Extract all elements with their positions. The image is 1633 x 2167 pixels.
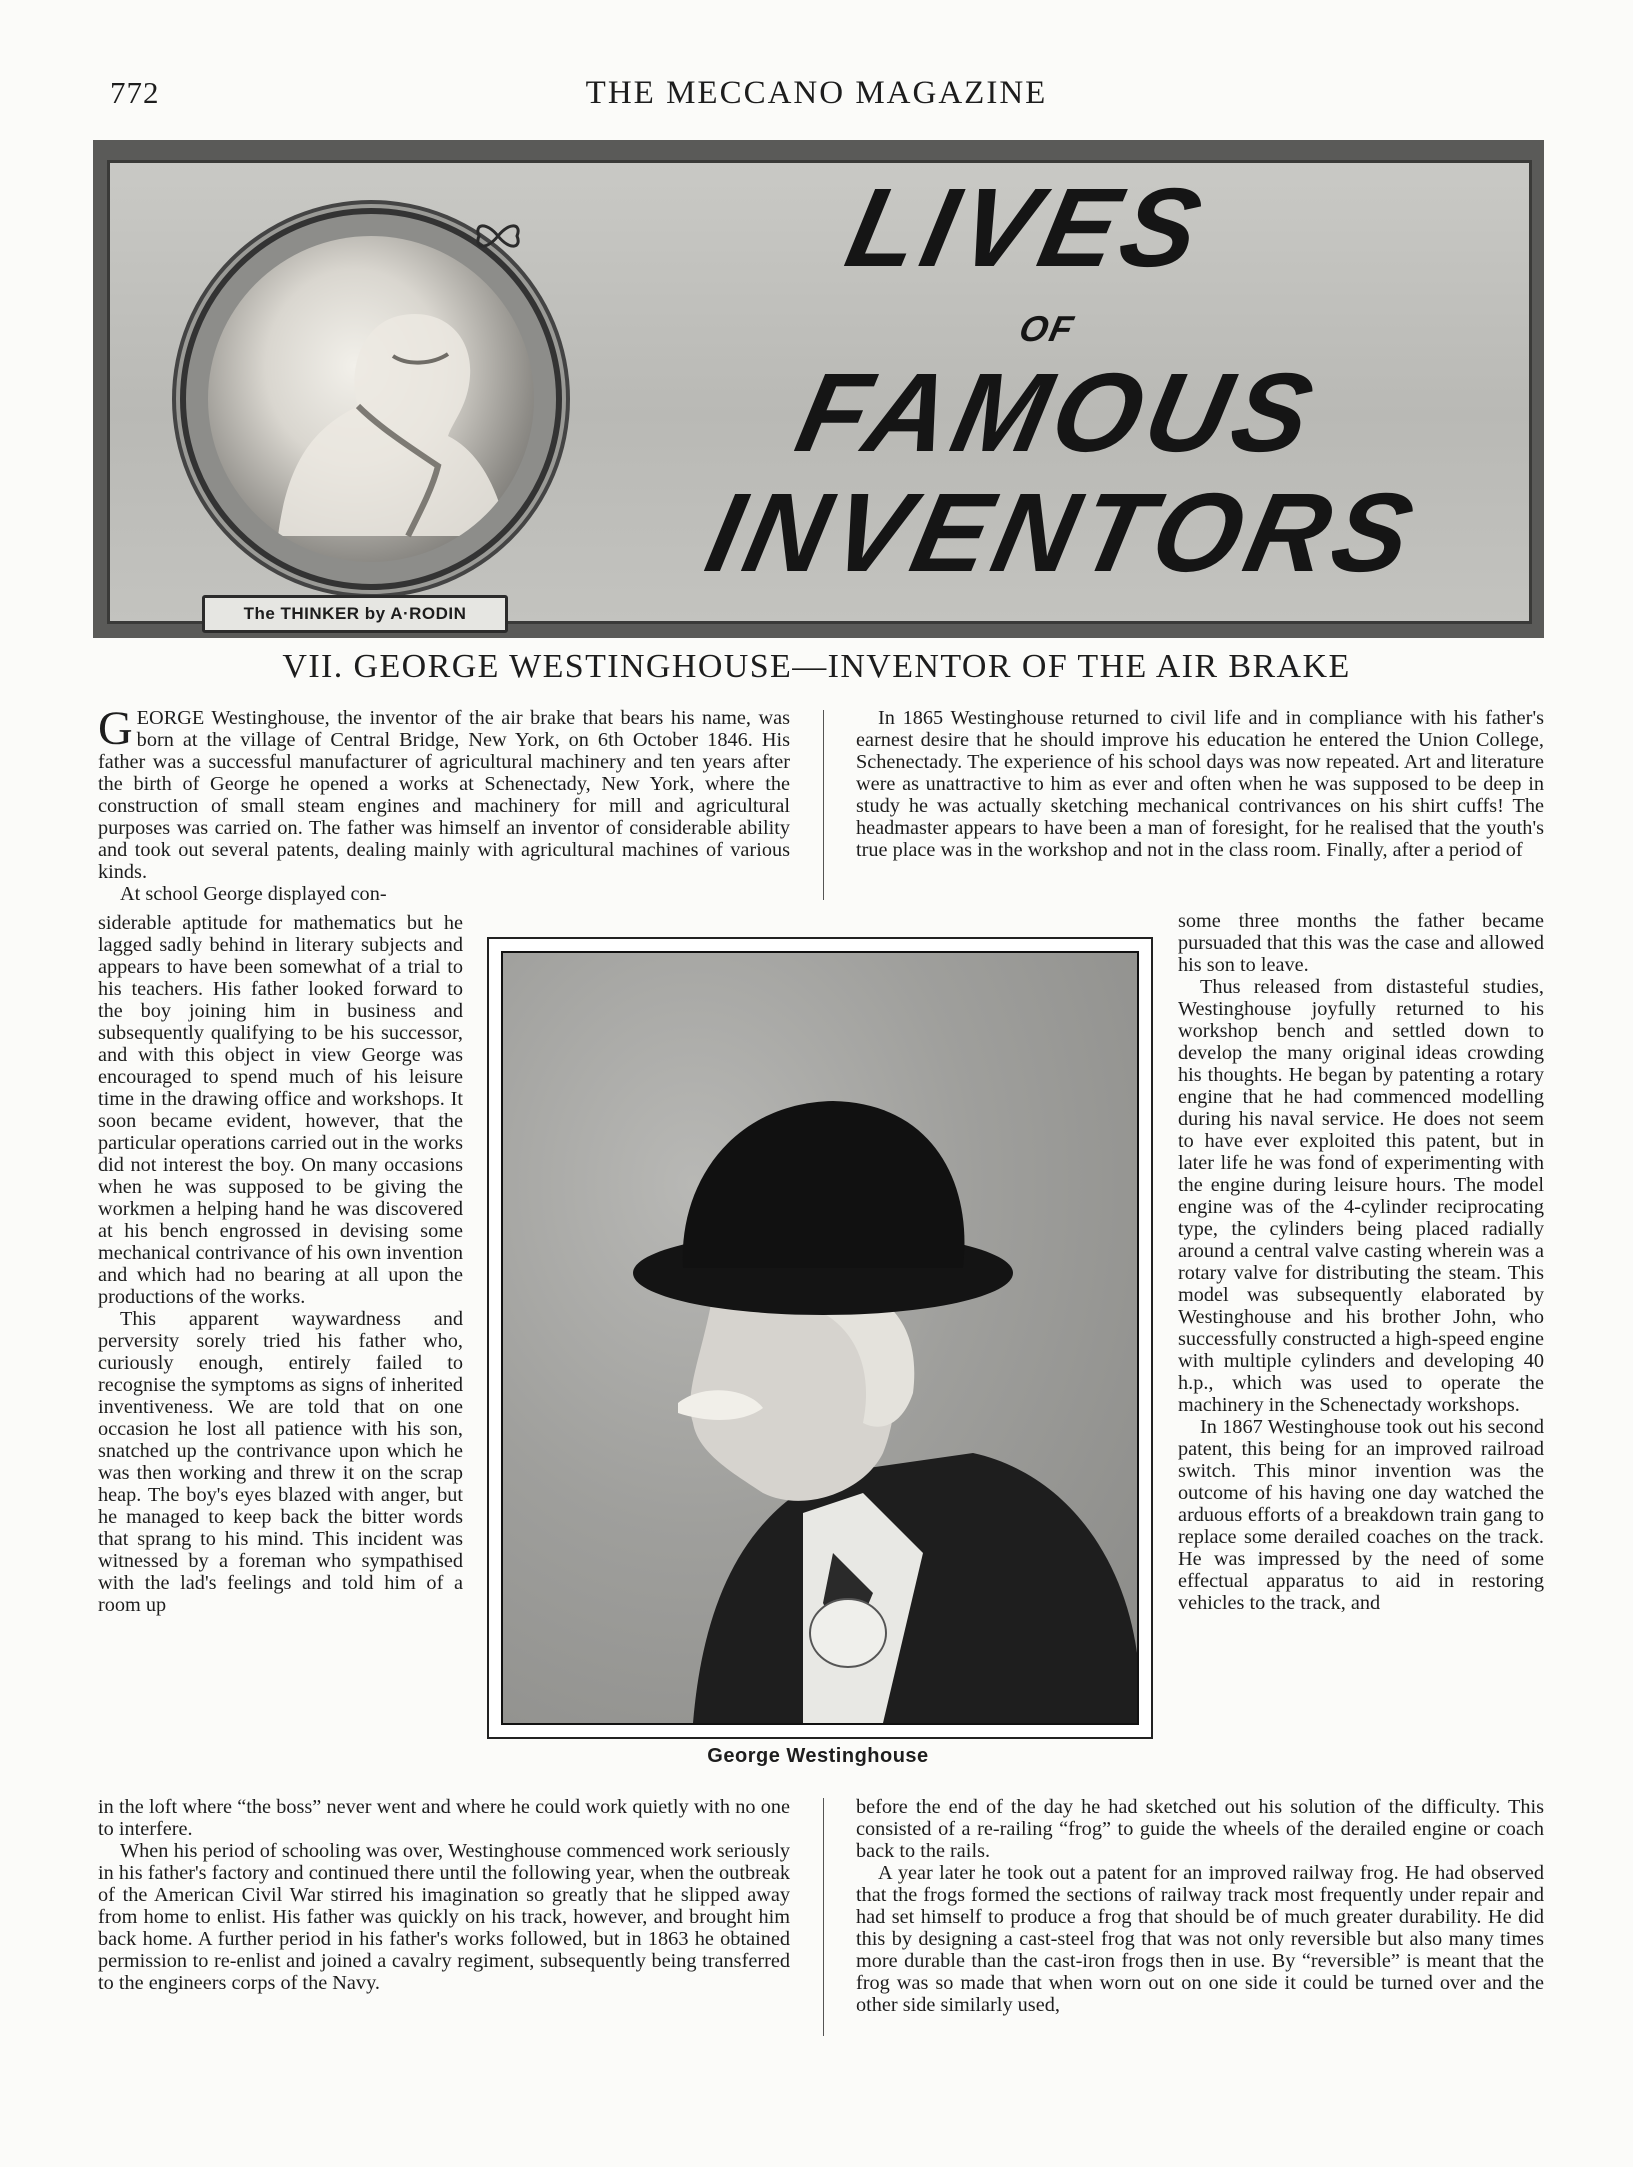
- banner-panel: [107, 160, 1532, 624]
- thinker-sculpture-image: [208, 236, 534, 562]
- banner: [93, 140, 1544, 638]
- page-number: 772: [110, 75, 160, 110]
- paragraph: A year later he took out a patent for an improved railway frog. He had observed that the frogs formed the sections of railway track most frequently under repair and had set himself to produce a frog that should be of much greater durability. He did this by designing a cast-steel frog that was not only reversible but also many times more durable than the cast-iron frogs then in use. By “reversible” is meant that the frog was so made that when worn out on one side it could be turned over and the other side similarly used,: [856, 1862, 1544, 2016]
- banner-title-lives: LIVES: [836, 165, 1217, 290]
- paragraph: When his period of schooling was over, Westinghouse commenced work seriously in his father's factory and continued there until the following year, when the outbreak of the American Civil War stirred his imagination so greatly that he slipped away from home to enlist. His father was quickly on his track, however, and brought him back home. A further period in his father's works followed, but in 1863 he obtained permission to re-enlist and joined a cavalry regiment, subsequently being transferred to the engineers corps of the Navy.: [98, 1840, 790, 1994]
- paragraph: before the end of the day he had sketched out his solution of the difficulty. This consisted of a re-railing “frog” to guide the wheels of the derailed engine or coach back to the rails.: [856, 1796, 1544, 1862]
- portrait-frame: [487, 937, 1153, 1739]
- column-left-bottom: [98, 1796, 790, 1994]
- drop-cap: G: [98, 702, 133, 755]
- paragraph: In 1867 Westinghouse took out his second patent, this being for an improved railroad switch. This minor invention was the outcome of his having one day watched the arduous efforts of a breakdown train gang to replace some derailed coaches on the track. He was impressed by the need of some effectual apparatus to aid in restoring vehicles to the track, and: [1178, 1416, 1544, 1614]
- paragraph: some three months the father became pursuaded that this was the case and allowed his son to leave.: [1178, 910, 1544, 976]
- thinker-plaque: The THINKER by A·RODIN: [202, 595, 508, 633]
- ribbon-bow-icon: [471, 216, 526, 258]
- paragraph: At school George displayed con-: [120, 883, 387, 905]
- paragraph-text: EORGE Westinghouse, the inventor of the air brake that bears his name, was born at the village of Central Bridge, New York, on 6th October 1846. His father was a successful manufacturer of agricultural machinery and ten years after the birth of George he opened a works at Schenectady, New York, where the construction of small steam engines and machinery for mill and agricultural purposes was carried on. The father was himself an inventor of considerable ability and took out several patents, dealing mainly with agricultural machines of various kinds.: [98, 707, 790, 883]
- column-right-bottom: [856, 1796, 1544, 2016]
- paragraph: This apparent waywardness and perversity sorely tried his father who, curiously enough, entirely failed to recognise the symptoms as signs of inherited inventiveness. We are told that on one occasion he lost all patience with his son, snatched up the contrivance upon which he was then working and threw it on the scrap heap. The boy's eyes blazed with anger, but he managed to keep back the bitter words that sprang to his mind. This incident was witnessed by a foreman who sympathised with the lad's feelings and told him of a room up: [98, 1308, 463, 1616]
- banner-title-of: OF: [1015, 308, 1079, 349]
- article-title: VII. GEORGE WESTINGHOUSE—INVENTOR OF THE AIR BRAKE: [282, 648, 1351, 685]
- running-head: THE MECCANO MAGAZINE: [585, 75, 1048, 111]
- column-right-wrap: [1178, 910, 1544, 1614]
- portrait-caption: George Westinghouse: [707, 1745, 929, 1767]
- george-westinghouse-portrait: [501, 951, 1139, 1725]
- paragraph: [98, 702, 790, 883]
- column-divider: [823, 1798, 824, 2036]
- medallion-frame: [180, 208, 562, 590]
- paragraph: In 1865 Westinghouse returned to civil life and in compliance with his father's earnest desire that he should improve his education he entered the Union College, Schenectady. The experience of his school days was now repeated. Art and literature were as unattractive to him as ever and often when he was supposed to be deep in study he was actually sketching mechanical contrivances on his shirt cuffs! The headmaster appears to have been a man of foresight, for he realised that the youth's true place was in the workshop and not in the class room. Finally, after a period of: [856, 707, 1544, 861]
- column-left-wrap: [98, 912, 463, 1616]
- paragraph: in the loft where “the boss” never went and where he could work quietly with no one to interfere.: [98, 1796, 790, 1840]
- paragraph: siderable aptitude for mathematics but he lagged sadly behind in literary subjects and appears to have been somewhat of a trial to his teachers. His father looked forward to the boy joining him in business and subsequently qualifying to be his successor, and with this object in view George was encouraged to spend much of his leisure time in the drawing office and workshops. It soon became evident, however, that the particular operations carried out in the works did not interest the boy. On many occasions when he was supposed to be giving the workmen a helping hand he was discovered at his bench engrossed in devising some mechanical contrivance of his own invention and which had no bearing at all upon the productions of the works.: [98, 912, 463, 1308]
- column-left-top: [98, 702, 790, 905]
- paragraph: Thus released from distasteful studies, Westinghouse joyfully returned to his workshop bench and settled down to develop the many original ideas crowding his thoughts. He began by patenting a rotary engine that he had commenced modelling during his naval service. He does not seem to have ever exploited this patent, but in later life he was fond of experimenting with the engine during leisure hours. The model engine was of the 4-cylinder reciprocating type, the cylinders being placed radially around a central valve casting wherein was a rotary valve for distributing the steam. This model was subsequently elaborated by Westinghouse and his brother John, who successfully constructed a high-speed engine with multiple cylinders and developing 40 h.p., which was used to operate the machinery in the Schenectady workshops.: [1178, 976, 1544, 1416]
- banner-title-famous: FAMOUS: [786, 350, 1329, 475]
- column-divider: [823, 710, 824, 900]
- banner-title-inventors: INVENTORS: [696, 470, 1429, 595]
- column-right-top: [856, 707, 1544, 861]
